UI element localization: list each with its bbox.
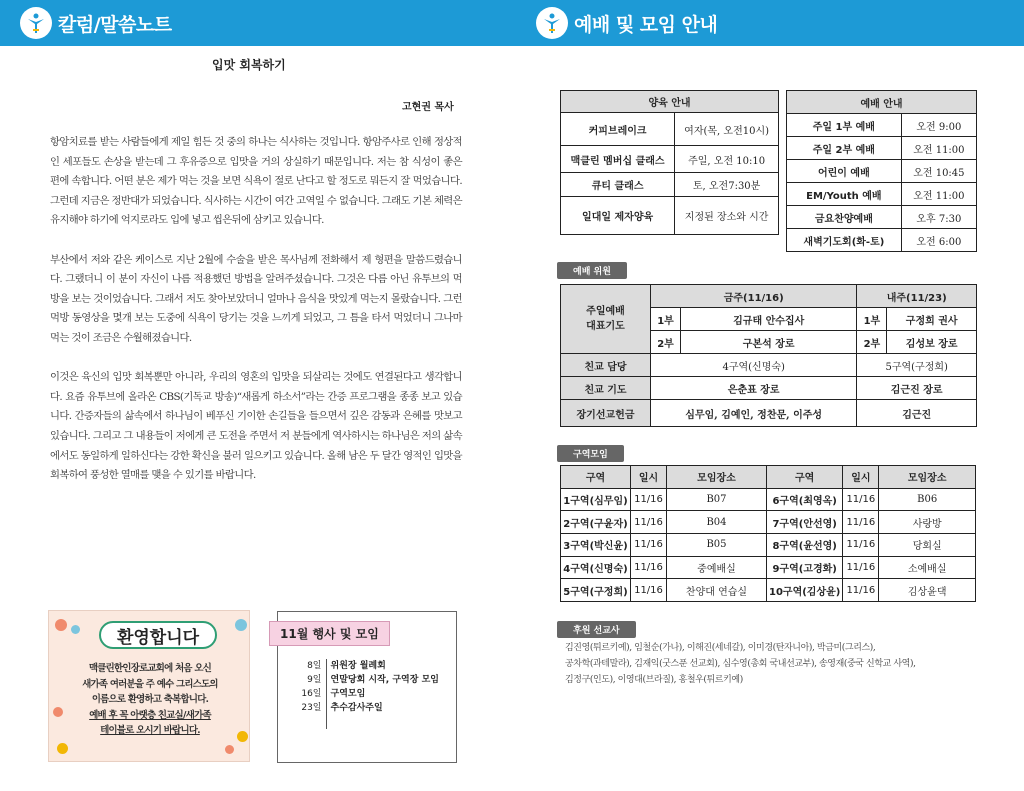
worship-service: 어린이 예배 (787, 160, 902, 183)
column-title: 입맛 회복하기 (212, 58, 286, 72)
missionaries-line: 김진영(튀르키예), 임철순(가나), 이해진(세네갈), 이미경(탄자니아), 박금미(그리스), (565, 643, 876, 653)
groups-col-header: 모임장소 (667, 466, 767, 489)
group-place: 사랑방 (879, 511, 976, 534)
welcome-title: 환영합니다 (116, 627, 200, 648)
education-program: 커피브레이크 (561, 113, 675, 146)
worship-section-title: 예배 및 모임 안내 (574, 13, 718, 36)
missionaries-label: 후원 선교사 (557, 621, 636, 638)
group-date: 11/16 (631, 579, 667, 602)
service-label: 2부 (651, 331, 681, 354)
event-date: 23일 (298, 701, 326, 715)
worship-time: 오후 7:30 (901, 206, 976, 229)
welcome-message (59, 661, 241, 739)
event-row (298, 659, 448, 673)
worship-committee-table (560, 284, 977, 427)
fellowship-next-week: 5구역(구정희) (857, 354, 977, 377)
table-row (561, 534, 976, 557)
table-row (561, 511, 976, 534)
church-logo-icon (536, 7, 568, 39)
group-date: 11/16 (843, 579, 879, 602)
group-place: B07 (667, 488, 767, 511)
group-date: 11/16 (843, 511, 879, 534)
worship-header: 예배 안내 (787, 91, 977, 114)
education-schedule: 여자(목, 오전10시) (675, 113, 779, 146)
education-schedule: 토, 오전7:30분 (675, 173, 779, 197)
flower-decoration-icon (57, 743, 68, 754)
group-meetings-table (560, 465, 976, 602)
fellowship-prayer-this-week: 은춘표 장로 (651, 377, 857, 400)
group-place: B05 (667, 534, 767, 557)
event-date: 9일 (298, 673, 326, 687)
group-place: 찬양대 연습실 (667, 579, 767, 602)
education-header: 양육 안내 (561, 91, 779, 113)
missionaries-line: 공차학(과테말라), 김재익(굿스푼 선교회), 심수영(총회 국내선교부), 송영재(중국 신학교 사역), (565, 659, 916, 669)
worship-time: 오전 11:00 (901, 137, 976, 160)
next-week-prayer-2: 김성보 장로 (887, 331, 977, 354)
group-name: 2구역(구윤자) (561, 511, 631, 534)
education-schedule: 주일, 오전 10:10 (675, 146, 779, 173)
missionaries-line: 김정구(인도), 이영대(브라질), 홍철우(튀르키예) (565, 675, 743, 685)
group-name: 3구역(박신윤) (561, 534, 631, 557)
table-row (561, 579, 976, 602)
fellowship-this-week: 4구역(신명숙) (651, 354, 857, 377)
column-paragraph: 부산에서 저와 같은 케이스로 지난 2월에 수술을 받은 목사님께 전화해서 제 형편을 말씀드렸습니다. 그랬더니 이 분이 자신이 나름 적용했던 방법을 알려주셨습니다. 그것은 다름 아닌 유투브의 먹방을 보는 것이었습니다. 그래서 저도 찾아보았더니 얼마나 음식을 맛있게 먹는지 몰랐습니다. 그런 먹방 동영상을 몇개 보는 도중에 식욕이 당기는 것을 느끼게 되었고, 그 틈을 타서 먹었더니 그나마 먹는 것이 조금은 수월해졌습니다. (50, 253, 462, 344)
offering-label: 장기선교헌금 (561, 400, 651, 427)
welcome-line: 예배 후 꼭 아랫층 친교실/새가족 (89, 709, 211, 721)
events-title: 11월 행사 및 모임 (269, 621, 390, 646)
worship-service: 금요찬양예배 (787, 206, 902, 229)
group-name: 7구역(안선영) (767, 511, 843, 534)
column-body (50, 133, 462, 505)
group-place: B04 (667, 511, 767, 534)
worship-time: 오전 10:45 (901, 160, 976, 183)
welcome-card (48, 610, 250, 762)
event-text: 추수감사주일 (330, 703, 383, 713)
group-place: 중예배실 (667, 556, 767, 579)
groups-col-header: 일시 (631, 466, 667, 489)
event-row (298, 673, 448, 687)
fellowship-prayer-label: 친교 기도 (561, 377, 651, 400)
group-name: 5구역(구정희) (561, 579, 631, 602)
column-paragraph: 항암치료를 받는 사람들에게 제일 힘든 것 중의 하나는 식사하는 것입니다. 항암주사로 인해 정상적인 세포들도 손상을 받는데 그 후유증으로 입맛을 거의 상실하기 때문입니다. 저는 참 식성이 좋은 편에 속합니다. 어떤 분은 제가 먹는 것을 보면 식욕이 절로 난다고 할 정도로 뭐든지 잘 먹었습니다. 그런데 지금은 정반대가 되었습니다. 식사하는 시간이 여간 고역일 수 없습니다. 그래도 기본 체력은 유지해야 하기에 억지로라도 입에 넣고 씹은뒤에 삼키고 있습니다. (50, 136, 462, 227)
event-text: 위원장 월례회 (330, 661, 386, 671)
group-name: 4구역(신명숙) (561, 556, 631, 579)
column-author: 고현권 목사 (402, 102, 454, 113)
welcome-line: 맥클린한인장로교회에 처음 오신 (88, 663, 212, 674)
welcome-title-badge (99, 621, 217, 649)
worship-service: 주일 2부 예배 (787, 137, 902, 160)
groups-col-header: 모임장소 (879, 466, 976, 489)
group-date: 11/16 (631, 556, 667, 579)
groups-col-header: 구역 (767, 466, 843, 489)
this-week-prayer-2: 구본석 장로 (681, 331, 857, 354)
next-week-header: 내주(11/23) (857, 285, 977, 308)
flower-decoration-icon (71, 625, 80, 634)
offering-this-week: 심무임, 김예인, 정찬문, 이주성 (651, 400, 857, 427)
education-program: 맥클린 멤버십 클래스 (561, 146, 675, 173)
november-events-card (277, 611, 457, 763)
this-week-prayer-1: 김규태 안수집사 (681, 308, 857, 331)
groups-label: 구역모임 (557, 445, 624, 462)
welcome-line: 새가족 여러분을 주 예수 그리스도의 (82, 678, 218, 690)
welcome-line: 테이블로 오시기 바랍니다. (100, 725, 200, 737)
education-table (560, 90, 779, 235)
missionaries-list (565, 640, 985, 688)
group-place: B06 (879, 488, 976, 511)
next-week-prayer-1: 구정희 권사 (887, 308, 977, 331)
flower-decoration-icon (225, 745, 234, 754)
service-label: 1부 (651, 308, 681, 331)
group-place: 당회실 (879, 534, 976, 557)
service-label: 2부 (857, 331, 887, 354)
column-header-bar (0, 0, 512, 46)
group-name: 10구역(김상윤) (767, 579, 843, 602)
prayer-label: 주일예배 대표기도 (561, 285, 651, 354)
worship-time: 오전 6:00 (901, 229, 976, 252)
column-paragraph: 이것은 육신의 입맛 회복뿐만 아니라, 우리의 영혼의 입맛을 되살리는 것에도 연결된다고 생각합니다. 요즘 유투브에 올라온 CBS(기독교 방송)“새롭게 하소서”라는 간증 프로그램을 종종 보고 있습니다. 간증자들의 삶속에서 하나님이 베푸신 기이한 손길들을 들으면서 깊은 감동과 은혜를 맛보고 있습니다. 그리고 그 내용들이 저에게 큰 도전을 주면서 저 분들에게 역사하시는 하나님은 저의 삶속에서도 동일하게 일하신다는 강한 확신을 불러 일으키고 있습니다. 올해 남은 두 달간 영적인 입맛을 회복하여 풍성한 열매를 맺을 수 있기를 바랍니다. (50, 371, 462, 482)
event-text: 구역모임 (330, 689, 366, 699)
column-section-title: 칼럼/말씀노트 (58, 13, 172, 36)
group-name: 9구역(고경화) (767, 556, 843, 579)
group-place: 소예배실 (879, 556, 976, 579)
event-row (298, 687, 448, 701)
fellowship-prayer-next-week: 김근진 장로 (857, 377, 977, 400)
flower-decoration-icon (55, 619, 67, 631)
event-text: 연말당회 시작, 구역장 모임 (330, 675, 439, 685)
event-date: 8일 (298, 659, 326, 673)
group-date: 11/16 (843, 534, 879, 557)
group-name: 8구역(윤선영) (767, 534, 843, 557)
group-date: 11/16 (631, 534, 667, 557)
flower-decoration-icon (235, 619, 247, 631)
table-row (561, 556, 976, 579)
group-name: 1구역(심무임) (561, 488, 631, 511)
offering-next-week: 김근진 (857, 400, 977, 427)
group-date: 11/16 (843, 488, 879, 511)
worship-table (786, 90, 977, 252)
groups-col-header: 구역 (561, 466, 631, 489)
committee-label: 예배 위원 (557, 262, 627, 279)
group-date: 11/16 (843, 556, 879, 579)
education-program: 일대일 제자양육 (561, 197, 675, 235)
event-row-empty (298, 715, 448, 729)
event-date: 16일 (298, 687, 326, 701)
worship-service: 주일 1부 예배 (787, 114, 902, 137)
events-list (298, 659, 448, 729)
group-name: 6구역(최영옥) (767, 488, 843, 511)
group-date: 11/16 (631, 488, 667, 511)
worship-service: 새벽기도회(화-토) (787, 229, 902, 252)
worship-time: 오전 11:00 (901, 183, 976, 206)
service-label: 1부 (857, 308, 887, 331)
this-week-header: 금주(11/16) (651, 285, 857, 308)
education-program: 큐티 클래스 (561, 173, 675, 197)
table-row (561, 488, 976, 511)
worship-time: 오전 9:00 (901, 114, 976, 137)
education-schedule: 지정된 장소와 시간 (675, 197, 779, 235)
groups-col-header: 일시 (843, 466, 879, 489)
event-text (326, 715, 448, 729)
worship-service: EM/Youth 예배 (787, 183, 902, 206)
fellowship-label: 친교 담당 (561, 354, 651, 377)
event-row (298, 701, 448, 715)
welcome-line: 이름으로 환영하고 축복합니다. (91, 694, 209, 706)
group-date: 11/16 (631, 511, 667, 534)
event-date (298, 715, 326, 729)
church-logo-icon (20, 7, 52, 39)
group-place: 김상윤댁 (879, 579, 976, 602)
worship-header-bar (512, 0, 1024, 46)
